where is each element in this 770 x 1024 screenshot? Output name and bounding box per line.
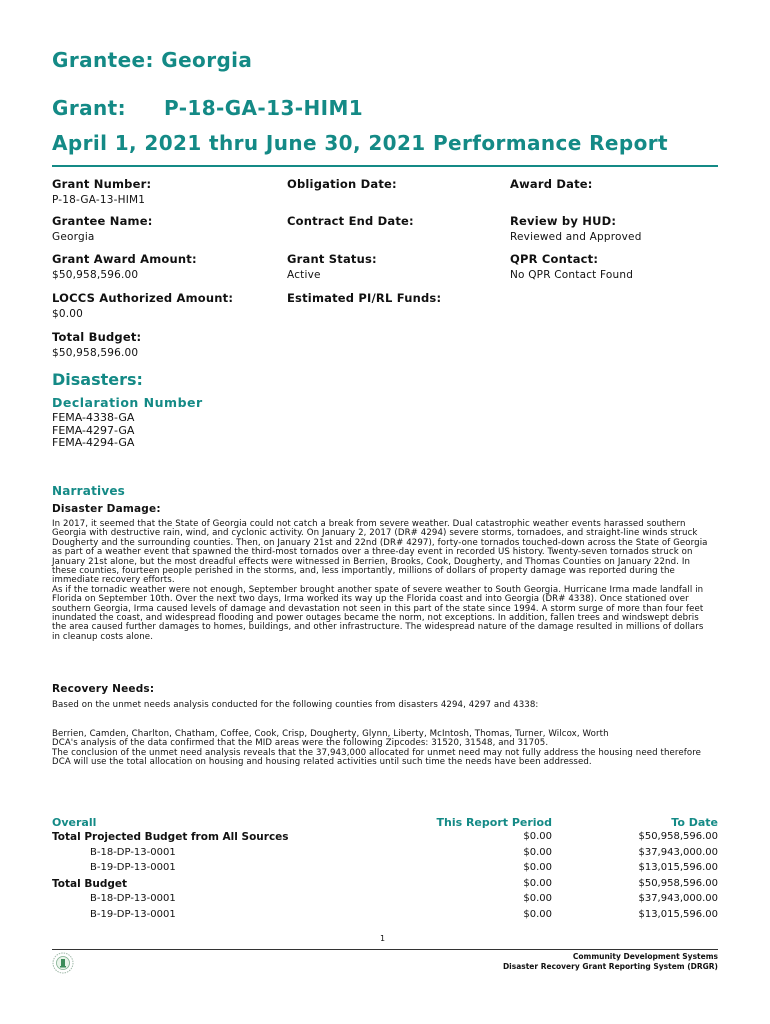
row-period-value: $0.00 (523, 877, 552, 889)
report-period-title: April 1, 2021 thru June 30, 2021 Performance Report (52, 131, 668, 155)
grant-value: P-18-GA-13-HIM1 (164, 96, 364, 120)
declaration-list (52, 412, 134, 450)
total-budget-field: Total Budget: $50,958,596.00 (52, 330, 142, 359)
row-to-date-value: $50,958,596.00 (638, 877, 718, 889)
recovery-needs-text (52, 730, 712, 768)
declaration-item: FEMA-4297-GA (52, 423, 135, 437)
row-label: B-18-DP-13-0001 (90, 893, 176, 904)
qpr-contact-field: QPR Contact: No QPR Contact Found (510, 252, 634, 281)
narratives-heading: Narratives (52, 484, 126, 498)
table-row (52, 878, 718, 894)
disasters-heading: Disasters: (52, 370, 143, 389)
row-label: Total Projected Budget from All Sources (52, 831, 289, 843)
loccs-authorized-amount-field: LOCCS Authorized Amount: $0.00 (52, 291, 234, 320)
grantee-heading (52, 48, 252, 72)
contract-end-date-field: Contract End Date: (287, 214, 414, 228)
disaster-damage-text (52, 520, 712, 642)
row-to-date-value: $50,958,596.00 (638, 831, 718, 842)
row-to-date-value: $13,015,596.00 (638, 862, 718, 873)
row-to-date-value: $37,943,000.00 (638, 893, 718, 904)
grantee-value: Georgia (161, 48, 253, 72)
row-period-value: $0.00 (523, 862, 552, 873)
header-divider (52, 165, 718, 167)
recovery-paragraph: DCA's analysis of the data confirmed that the MID areas were the following Zipcodes: 31520, 31548, and 31705. (52, 738, 549, 749)
disaster-damage-label: Disaster Damage: (52, 503, 161, 515)
table-row (52, 909, 718, 925)
page-number: 1 (380, 934, 386, 943)
table-row (52, 862, 718, 878)
grantee-label: Grantee: (52, 48, 154, 72)
hud-seal-icon (52, 952, 74, 974)
estimated-pirl-funds-field: Estimated PI/RL Funds: (287, 291, 442, 305)
column-header-overall: Overall (52, 816, 97, 829)
grant-number-field: Grant Number: P-18-GA-13-HIM1 (52, 177, 152, 206)
footer-system-info (503, 952, 718, 971)
disaster-damage-paragraph: As if the tornadic weather were not enough, September brought another spate of severe weather to South Georgia. Hurricane Irma made landfall in Florida on September 10th. Over the next two days, Irma worked its way up the Florida coast and into Georgia (DR# 4338). Once stationed over southern Georgia, Irma caused levels of damage and devastation not seen in this part of the state since 1994. A storm surge of more than four feet inundated the coast, and widespread flooding and power outages became the norm, not exceptions. In addition, fallen trees and windswept debris the area caused further damages to homes, buildings, and other infrastructure. The widespread nature of the damage resulted in millions of dollars in cleanup costs alone. (52, 584, 704, 642)
budget-table (52, 816, 718, 924)
row-label: B-19-DP-13-0001 (90, 908, 176, 920)
row-period-value: $0.00 (523, 893, 552, 904)
footer-line: Community Development Systems (572, 952, 718, 961)
table-row (52, 893, 718, 909)
grant-heading (52, 96, 364, 120)
row-period-value: $0.00 (523, 908, 552, 920)
footer-line: Disaster Recovery Grant Reporting System (DRGR) (502, 961, 718, 971)
row-to-date-value: $13,015,596.00 (638, 908, 718, 920)
disaster-damage-paragraph: In 2017, it seemed that the State of Georgia could not catch a break from severe weather. Dual catastrophic weather events harassed southern Georgia with destructive rain, wind, and cyclonic activity. On January 2, 2017 (DR# 4294) severe storms, tornadoes, and straight-line winds struck Dougherty and the surrounding counties. Then, on January 21st and 22nd (DR# 4297), forty-one tornados touched-down across the State of Georgia as part of a weather event that spawned the third-most tornados over a three-day event in recorded US history. Twenty-seven tornados struck on January 21st alone, but the most dreadful effects were witnessed in Berrien, Brooks, Cook, Dougherty, and Thomas Counties on January 22nd. In these counties, fourteen people perished in the storms, and, less importantly, millions of dollars of property damage was reported during the immediate recovery efforts. (52, 519, 708, 586)
grant-label: Grant: (52, 96, 126, 120)
row-label: B-19-DP-13-0001 (90, 862, 176, 873)
grantee-name-field: Grantee Name: Georgia (52, 214, 153, 243)
recovery-paragraph: The conclusion of the unmet need analysis reveals that the 37,943,000 allocated for unmet need may not fully address the housing need therefore DCA will use the total allocation on housing and housing related activities until such time the needs have been addressed. (52, 747, 702, 768)
column-header-this-period: This Report Period (436, 816, 552, 829)
row-label: B-18-DP-13-0001 (90, 846, 176, 858)
table-row (52, 831, 718, 847)
column-header-to-date: To Date (671, 816, 718, 829)
recovery-intro-text: Based on the unmet needs analysis conducted for the following counties from disasters 4294, 4297 and 4338: (52, 700, 539, 710)
award-date-field: Award Date: (510, 177, 593, 191)
grant-status-field: Grant Status: Active (287, 252, 377, 281)
table-row (52, 847, 718, 863)
declaration-item: FEMA-4338-GA (52, 411, 135, 424)
recovery-paragraph: Berrien, Camden, Charlton, Chatham, Coffee, Cook, Crisp, Dougherty, Glynn, Liberty, McIntosh, Thomas, Turner, Wilcox, Worth (52, 729, 609, 739)
row-label: Total Budget (52, 877, 127, 890)
footer-divider (52, 949, 718, 950)
recovery-needs-label: Recovery Needs: (52, 683, 155, 695)
grant-award-amount-field: Grant Award Amount: $50,958,596.00 (52, 252, 197, 281)
obligation-date-field: Obligation Date: (287, 177, 397, 191)
declaration-item: FEMA-4294-GA (52, 436, 135, 449)
row-to-date-value: $37,943,000.00 (638, 846, 718, 858)
budget-table-header (52, 816, 718, 831)
row-period-value: $0.00 (523, 831, 552, 842)
declaration-number-header: Declaration Number (52, 395, 203, 410)
row-period-value: $0.00 (523, 846, 552, 858)
review-by-hud-field: Review by HUD: Reviewed and Approved (510, 214, 642, 243)
